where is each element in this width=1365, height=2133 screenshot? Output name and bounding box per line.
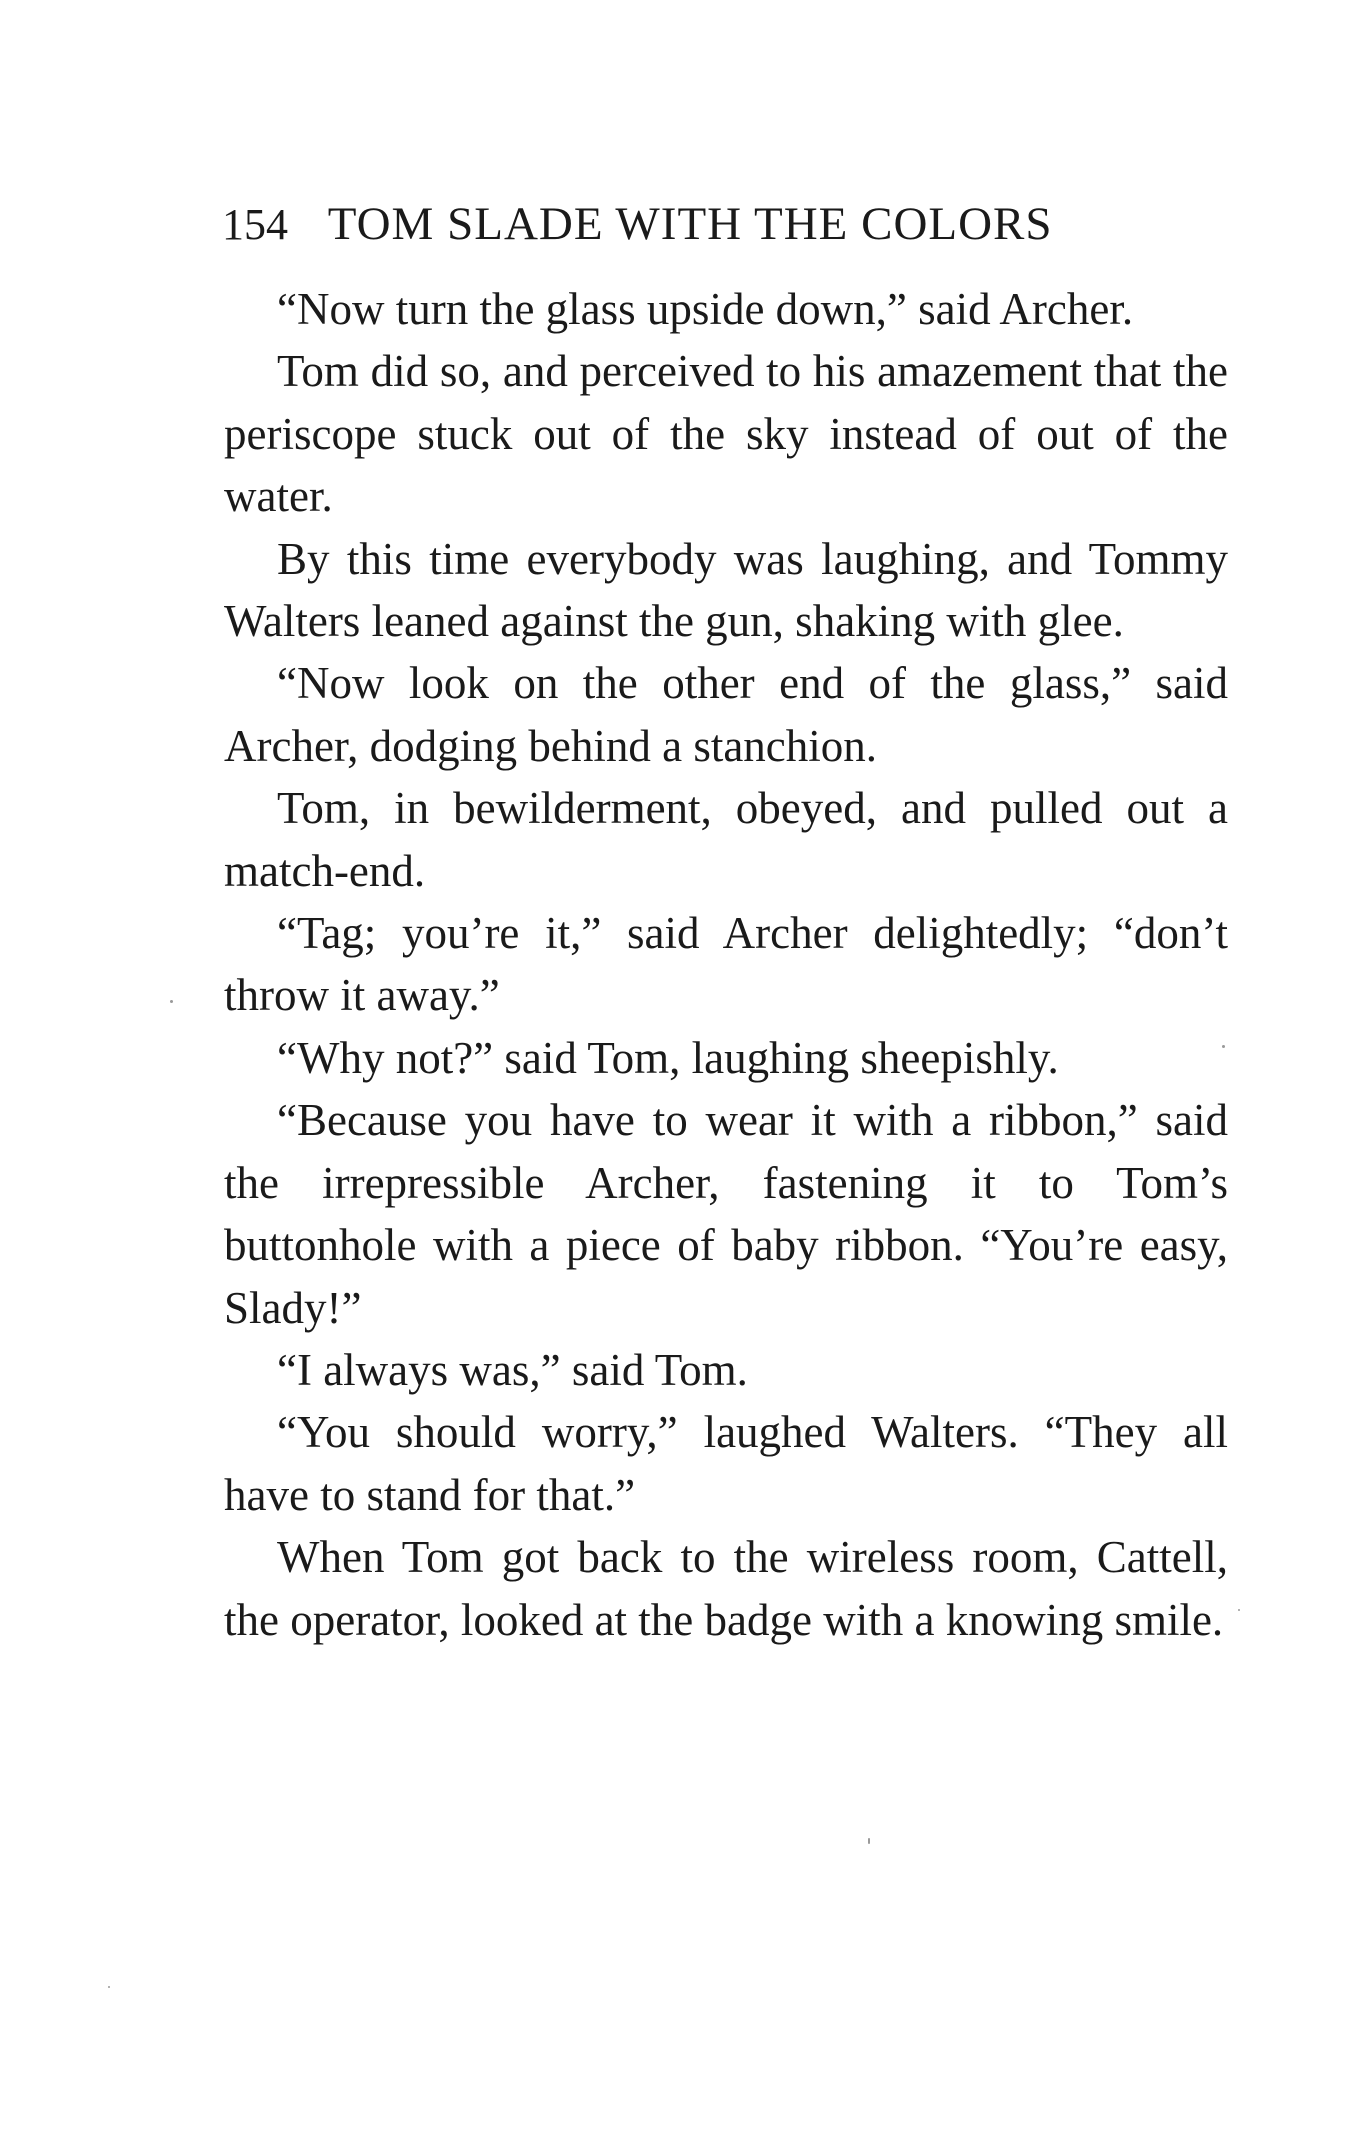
- body-text: [224, 278, 1228, 1651]
- paragraph: “I always was,” said Tom.: [277, 1344, 748, 1395]
- paragraph: “Because you have to wear it with a ribbon,” said the irrepressible Archer, fastening it to Tom’s buttonhole with a piece of baby ribbon. “You’re easy, Slady!”: [224, 1095, 1228, 1333]
- paragraph: “Tag; you’re it,” said Archer delightedly; “don’t throw it away.”: [224, 908, 1228, 1021]
- page-number: 154: [222, 200, 288, 249]
- scan-speck: [1222, 1045, 1225, 1048]
- scan-speck: [1238, 1609, 1240, 1611]
- paragraph: “Why not?” said Tom, laughing sheepishly.: [277, 1032, 1059, 1083]
- scan-speck: [170, 1000, 173, 1003]
- paragraph: Tom, in bewilderment, obeyed, and pulled out a match-end.: [224, 783, 1228, 896]
- running-title: TOM SLADE WITH THE COLORS: [327, 198, 1053, 250]
- paragraph: “You should worry,” laughed Walters. “They all have to stand for that.”: [224, 1407, 1228, 1520]
- paragraph: “Now turn the glass upside down,” said Archer.: [277, 284, 1134, 334]
- paragraph: By this time everybody was laughing, and Tommy Walters leaned against the gun, shaking with glee.: [224, 533, 1228, 647]
- paragraph: “Now look on the other end of the glass,” said Archer, dodging behind a stanchion.: [224, 658, 1228, 771]
- paragraph: Tom did so, and perceived to his amazement that the periscope stuck out of the sky instead of out of the water.: [224, 346, 1228, 522]
- scan-speck: [868, 1838, 870, 1844]
- running-header: [222, 196, 1232, 252]
- paragraph: When Tom got back to the wireless room, Cattell, the operator, looked at the badge with a knowing smile.: [224, 1532, 1228, 1645]
- scan-speck: [108, 1986, 110, 1988]
